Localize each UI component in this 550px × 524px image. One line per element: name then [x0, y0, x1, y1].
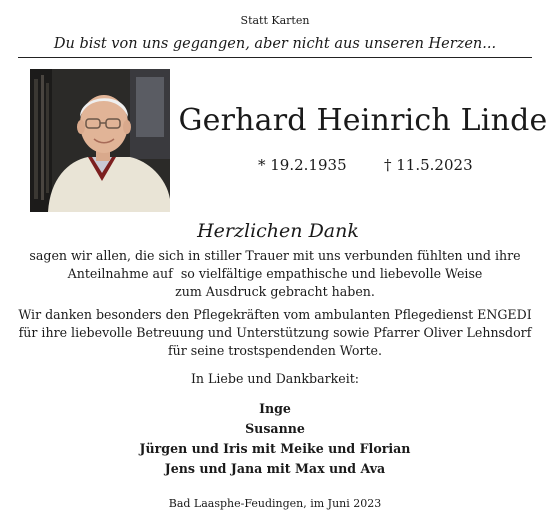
- text-line: für ihre liebevolle Betreuung und Unterstützung sowie Pfarrer Oliver Lehnsdorf: [18, 325, 532, 340]
- pre-text: Statt Karten: [240, 14, 310, 27]
- mourner-name: Susanne: [245, 421, 305, 436]
- text-line: für seine trostspendenden Worte.: [167, 343, 383, 358]
- text-line: Wir danken besonders den Pflegekräften vom ambulanten Pflegedienst ENGEDI: [18, 307, 532, 322]
- closing-line: In Liebe und Dankbarkeit:: [190, 371, 360, 386]
- death-date: † 11.5.2023: [384, 156, 473, 174]
- mourner-name: Jens und Jana mit Max und Ava: [164, 461, 386, 476]
- thanks-heading: Herzlichen Dank: [197, 220, 359, 242]
- text-line: zum Ausdruck gebracht haben.: [175, 284, 375, 299]
- thanks-paragraph-1: [0, 247, 550, 301]
- thanks-paragraph-2: [0, 306, 550, 360]
- place-date: Bad Laasphe-Feudingen, im Juni 2023: [168, 497, 382, 510]
- portrait-photo: [30, 69, 170, 212]
- birth-date: * 19.2.1935: [258, 156, 347, 174]
- mourner-name: Jürgen und Iris mit Meike und Florian: [139, 441, 411, 456]
- tagline: Du bist von uns gegangen, aber nicht aus unseren Herzen...: [53, 36, 497, 52]
- divider: [18, 57, 532, 58]
- deceased-name: Gerhard Heinrich Linde: [178, 103, 548, 138]
- mourner-name: Inge: [259, 401, 291, 416]
- text-line: Anteilnahme auf so vielfältige empathische und liebevolle Weise: [67, 266, 483, 281]
- mourners-list: [0, 399, 550, 479]
- text-line: sagen wir allen, die sich in stiller Trauer mit uns verbunden fühlten und ihre: [29, 248, 521, 263]
